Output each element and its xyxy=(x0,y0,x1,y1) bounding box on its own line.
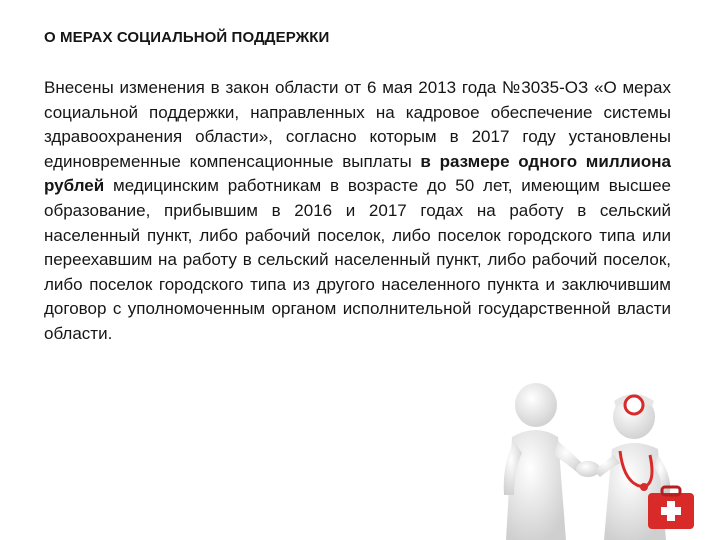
patient-figure xyxy=(504,383,584,540)
medical-case-icon xyxy=(648,487,694,529)
paragraph-part-1: Внесены изменения в закон области от 6 мая 2013 года №3035-ОЗ «О мерах социальной поддержки, направленных на кадровое обеспечение системы здравоохранения области», согласно которым в 2017 году установлены единовременные компенсационные выплаты xyxy=(44,78,671,171)
body-paragraph xyxy=(44,76,671,347)
paragraph-part-2: медицинским работникам в возрасте до 50 лет, имеющим высшее образование, прибывшим в 2016 и 2017 годах на работу в сельский населенный пункт, либо рабочий поселок, либо поселок городского типа или переехавшим на работу в сельский населенный пункт, либо рабочий поселок, либо поселок городского типа из другого населенного пункта и заключившим договор с уполномоченным органом исполнительной государственной власти области. xyxy=(44,176,671,343)
doctor-handshake-illustration-icon xyxy=(474,375,720,540)
head-mirror-icon xyxy=(625,396,643,414)
page-title: О МЕРАХ СОЦИАЛЬНОЙ ПОДДЕРЖКИ xyxy=(44,29,330,46)
paragraph-bold-amount: в размере одного миллиона рублей xyxy=(44,151,671,196)
